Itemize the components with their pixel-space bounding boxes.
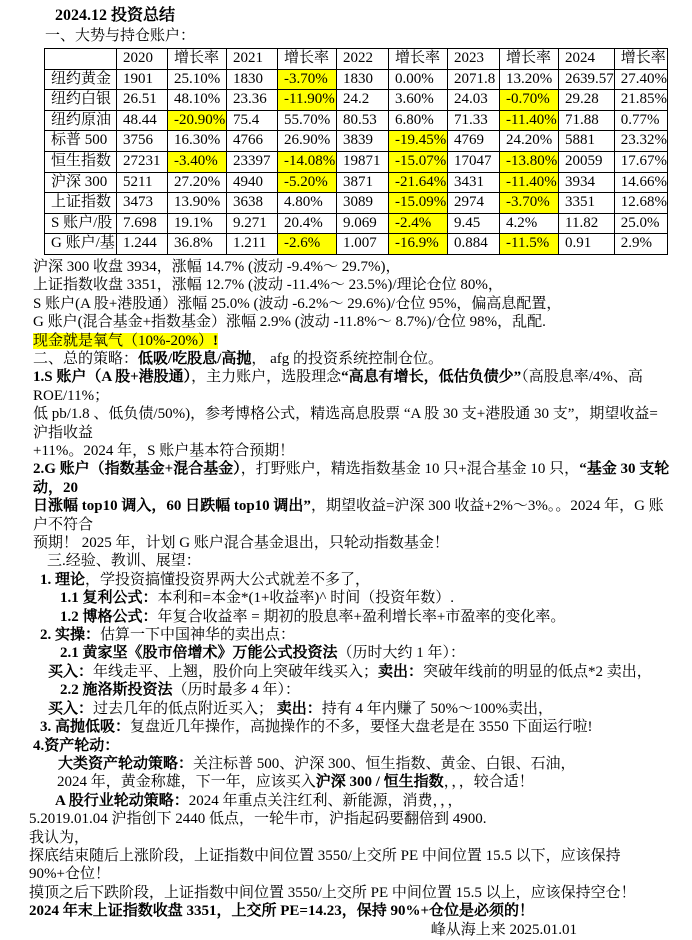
text-segment: ， afg 的投资系统控制仓位。 [251, 350, 444, 367]
text-segment: 预期！ 2025 年，计划 G 账户混合基金退出，只轮动指数基金！ [33, 535, 449, 552]
table-row [45, 213, 668, 234]
text-segment: 突破年线前的明显的低点*2 卖出， [423, 663, 652, 680]
text-line [33, 258, 672, 276]
text-line [40, 718, 672, 736]
table-cell: -3.70% [500, 193, 559, 214]
table-cell: 20.4% [278, 213, 337, 234]
table-row-label: 恒生指数 [45, 151, 117, 172]
table-cell: 17.67% [614, 151, 667, 172]
text-segment: 买入： [48, 700, 94, 717]
table-row [45, 234, 668, 255]
text-line [33, 276, 672, 294]
table-row [45, 90, 668, 111]
table-cell: 36.8% [168, 234, 227, 255]
table-cell: 3351 [559, 193, 615, 214]
table-cell: 5211 [117, 172, 168, 193]
text-segment: 本利和=本金*(1+收益率)^ 时间（投资年数）. [157, 590, 454, 607]
text-line [33, 313, 672, 331]
text-segment: 买入： [48, 663, 94, 680]
text-line [33, 460, 672, 497]
text-segment: 现金就是氧气（10%-20%） [33, 332, 213, 349]
text-segment: 复盘近几年操作，高抛操作的不多，要怪大盘老是在 3550 下面运行啦! [130, 719, 593, 736]
table-header-cell: 2023 [448, 49, 500, 70]
text-segment: G 账户(混合基金+指数基金）涨幅 2.9% (波动 -11.8%～ 8.7%)/仓位 98%，乱配. [33, 314, 546, 331]
table-cell: 11.82 [559, 213, 615, 234]
table-cell: 3.60% [389, 90, 448, 111]
text-line [29, 810, 672, 828]
table-cell: 55.70% [278, 110, 337, 131]
text-segment: 上证指数收盘 3351，涨幅 12.7% (波动 -11.4%～ 23.5%)/理论仓位 80%， [33, 277, 503, 294]
table-cell: -20.90% [168, 110, 227, 131]
table-cell: 9.271 [227, 213, 278, 234]
text-line [29, 902, 672, 920]
text-line [47, 552, 672, 570]
text-segment: 日涨幅 top10 调入，60 日跌幅 top10 调出” [33, 498, 311, 515]
text-segment: 年复合收益率 = 期初的股息率+盈利增长率+市盈率的变化率。 [157, 608, 566, 625]
text-segment: 5.2019.01.04 沪指创下 2440 低点，一轮牛市，沪指起码要翻倍到 4900. [29, 811, 487, 828]
text-segment: （历时最多 4 年）： [172, 682, 301, 699]
text-segment: （历时大约 1 年）： [337, 645, 466, 662]
table-row-label: 纽约白银 [45, 90, 117, 111]
table-row-label: 沪深 300 [45, 172, 117, 193]
table-cell: 24.20% [500, 131, 559, 152]
table-cell: 27.20% [168, 172, 227, 193]
table-cell: 1901 [117, 69, 168, 90]
table-cell: 12.68% [614, 193, 667, 214]
table-cell: 0.00% [389, 69, 448, 90]
table-header-cell [45, 49, 117, 70]
text-segment: 2.1 黄家坚《股市倍增术》万能公式投资法 [60, 645, 338, 662]
table-cell: -19.45% [389, 131, 448, 152]
table-cell: 48.44 [117, 110, 168, 131]
table-header-cell: 2024 [559, 49, 615, 70]
table-cell: 26.90% [278, 131, 337, 152]
table-row [45, 69, 668, 90]
text-line [60, 589, 672, 607]
signature: 峰从海上来 2025.01.01 [430, 921, 577, 938]
table-cell: 80.53 [337, 110, 389, 131]
text-line [60, 681, 672, 699]
text-segment: 4.资产轮动： [33, 737, 120, 754]
table-cell: 14.66% [614, 172, 667, 193]
table-cell: 3756 [117, 131, 168, 152]
table-cell: -5.20% [278, 172, 337, 193]
table-cell: 48.10% [168, 90, 227, 111]
table-row [45, 131, 668, 152]
table-cell: 0.77% [614, 110, 667, 131]
table-cell: -0.70% [500, 90, 559, 111]
table-cell: 4.80% [278, 193, 337, 214]
table-cell: 1.211 [227, 234, 278, 255]
text-segment: “基金 30 支轮动，20 [33, 461, 670, 496]
table-header-row [45, 49, 668, 70]
table-row-label: 纽约黄金 [45, 69, 117, 90]
text-line [33, 332, 672, 350]
text-segment: +11%。2024 年，S 账户基本符合预期！ [33, 443, 295, 459]
text-segment: 卖出： [276, 700, 322, 717]
doc-title: 2024.12 投资总结 [55, 7, 176, 24]
table-cell: 3934 [559, 172, 615, 193]
table-row [45, 193, 668, 214]
table-header-cell: 增长率 [168, 49, 227, 70]
table-cell: 9.069 [337, 213, 389, 234]
table-cell: 2071.8 [448, 69, 500, 90]
table-cell: 0.91 [559, 234, 615, 255]
text-line [60, 608, 672, 626]
table-cell: 1830 [227, 69, 278, 90]
text-segment: 1.2 博格公式： [60, 608, 158, 625]
text-segment: 二、总的策略： [33, 350, 139, 367]
table-cell: 6.80% [389, 110, 448, 131]
text-line [40, 626, 672, 644]
table-cell: 3638 [227, 193, 278, 214]
text-segment: 卖出： [378, 663, 424, 680]
section-heading-accounts: 一、大势与持仓账户： [45, 28, 196, 44]
text-line [33, 295, 672, 313]
text-line [58, 755, 672, 773]
table-cell: 4.2% [500, 213, 559, 234]
table-header-cell: 增长率 [500, 49, 559, 70]
table-cell: 2639.57 [559, 69, 615, 90]
table-cell: 1.007 [337, 234, 389, 255]
text-segment: 2.2 施洛斯投资法 [60, 682, 173, 699]
table-cell: 5881 [559, 131, 615, 152]
table-cell: 27.40% [614, 69, 667, 90]
text-segment: 三.经验、教训、展望： [47, 553, 201, 570]
table-cell: 3431 [448, 172, 500, 193]
table-cell: -3.70% [278, 69, 337, 90]
table-cell: 29.28 [559, 90, 615, 111]
table-cell: -15.09% [389, 193, 448, 214]
text-segment: 年线走平、上翘，股价向上突破年线买入； [93, 663, 379, 680]
table-cell: -14.08% [278, 151, 337, 172]
text-line [33, 497, 672, 534]
text-line [33, 737, 672, 755]
table-row-label: 上证指数 [45, 193, 117, 214]
table-cell: 25.10% [168, 69, 227, 90]
table-cell: 26.51 [117, 90, 168, 111]
text-line [33, 350, 672, 368]
text-segment: 2.G 账户（指数基金+混合基金） [33, 461, 241, 478]
table-cell: 23397 [227, 151, 278, 172]
text-line [29, 829, 672, 847]
table-header-cell: 2022 [337, 49, 389, 70]
table-cell: -11.40% [500, 172, 559, 193]
text-segment: 过去几年的低点附近买入； [93, 700, 277, 717]
text-segment: ，期望收益=沪深 300 收益+2%～3%。。2024 年，G 账户不符合 [33, 498, 664, 533]
table-cell: 20059 [559, 151, 615, 172]
table-cell: -11.5% [500, 234, 559, 255]
table-cell: 13.90% [168, 193, 227, 214]
text-line [48, 663, 672, 681]
table-cell: 13.20% [500, 69, 559, 90]
text-segment: 2. 实操： [40, 627, 101, 644]
text-segment: 2024 年重点关注红利、新能源，消费，，， [188, 792, 463, 809]
text-line [29, 884, 672, 902]
table-cell: 21.85% [614, 90, 667, 111]
table-cell: 4766 [227, 131, 278, 152]
table-cell: -21.64% [389, 172, 448, 193]
table-header-cell: 2021 [227, 49, 278, 70]
table-row [45, 110, 668, 131]
text-line [60, 644, 672, 662]
text-segment: 沪深 300 / 恒生指数 [315, 774, 444, 791]
body-text [29, 258, 672, 921]
text-segment: S 账户(A 股+港股通）涨幅 25.0% (波动 -6.2%～ 29.6%)/仓位 95%，偏高息配置， [33, 295, 562, 312]
table-cell: 3089 [337, 193, 389, 214]
text-segment: 关注标普 500、沪深 300、恒生指数、黄金、白银、石油， [193, 755, 576, 772]
table-header-cell: 2020 [117, 49, 168, 70]
table-cell: 1830 [337, 69, 389, 90]
text-segment: 低 pb/1.8 、低负债/50%)，参考博格公式，精选高息股票 “A 股 30 支+港股通 30 支”，期望收益=沪指收益 [33, 406, 658, 441]
table-cell: 16.30% [168, 131, 227, 152]
table-cell: 3871 [337, 172, 389, 193]
text-segment: 2024 年末上证指数收盘 3351，上交所 PE=14.23，保持 90%+仓位是必须的！ [29, 903, 535, 920]
table-cell: 19871 [337, 151, 389, 172]
table-cell: 7.698 [117, 213, 168, 234]
table-cell: 3839 [337, 131, 389, 152]
text-segment: ! [213, 332, 218, 349]
table-cell: -2.4% [389, 213, 448, 234]
table-row [45, 172, 668, 193]
table-header-cell: 增长率 [278, 49, 337, 70]
text-segment: 2024 年，黄金称雄，下一年，应该买入 [57, 774, 316, 791]
table-cell: 4769 [448, 131, 500, 152]
table-row-label: 纽约原油 [45, 110, 117, 131]
table-cell: 25.0% [614, 213, 667, 234]
text-segment: 1.S 账户（A 股+港股通） [33, 369, 192, 386]
accounts-table [44, 48, 668, 255]
text-line [33, 442, 672, 460]
text-segment: 3. 高抛低吸： [40, 719, 131, 736]
table-cell: 24.03 [448, 90, 500, 111]
text-segment: 我认为， [29, 829, 90, 846]
table-cell: 17047 [448, 151, 500, 172]
table-row-label: G 账户/基 [45, 234, 117, 255]
text-line [29, 847, 672, 884]
table-cell: -11.90% [278, 90, 337, 111]
text-segment: ，主力账户，选股理念 [191, 369, 342, 386]
text-segment: 摸顶之后下跌阶段，上证指数中间位置 3550/上交所 PE 中间位置 15.5 以上，应该保持空仓！ [29, 884, 636, 901]
text-segment: 大类资产轮动策略： [58, 755, 194, 772]
text-line [55, 792, 672, 810]
text-segment: “高息有增长，低估负债少” [341, 369, 522, 386]
table-cell: 23.36 [227, 90, 278, 111]
text-segment: 估算一下中国神华的卖出点： [100, 627, 296, 644]
text-segment: A 股行业轮动策略： [55, 792, 189, 809]
table-cell: -11.40% [500, 110, 559, 131]
table-cell: 4940 [227, 172, 278, 193]
text-segment: 1. 理论 [40, 571, 86, 588]
text-segment: 低吸/吃股息/高抛 [138, 350, 252, 367]
table-cell: 2.9% [614, 234, 667, 255]
table-cell: 24.2 [337, 90, 389, 111]
table-cell: -2.6% [278, 234, 337, 255]
text-line [33, 368, 672, 405]
table-cell: 0.884 [448, 234, 500, 255]
text-segment: ，学投资搞懂投资界两大公式就差不多了， [85, 571, 371, 588]
table-cell: 2974 [448, 193, 500, 214]
table-cell: 19.1% [168, 213, 227, 234]
table-cell: -16.9% [389, 234, 448, 255]
table-cell: 3473 [117, 193, 168, 214]
text-segment: 持有 4 年内赚了 50%～100%卖出， [321, 700, 554, 717]
table-row [45, 151, 668, 172]
table-header-cell: 增长率 [389, 49, 448, 70]
table-row-label: 标普 500 [45, 131, 117, 152]
table-cell: 23.32% [614, 131, 667, 152]
text-segment: 探底结束随后上涨阶段，上证指数中间位置 3550/上交所 PE 中间位置 15.5 以下，应该保持 90%+仓位！ [29, 847, 625, 883]
text-line [33, 405, 672, 442]
table-cell: -13.80% [500, 151, 559, 172]
table-row-label: S 账户/股 [45, 213, 117, 234]
text-segment: （高股息率/4%、高 ROE/11%； [33, 369, 647, 404]
text-segment: 沪深 300 收盘 3934，涨幅 14.7% (波动 -9.4%～ 29.7%)， [33, 258, 401, 275]
text-line [40, 571, 672, 589]
table-cell: 27231 [117, 151, 168, 172]
text-segment: 1.1 复利公式： [60, 590, 158, 607]
table-cell: -3.40% [168, 151, 227, 172]
table-header-cell: 增长率 [614, 49, 667, 70]
text-line [33, 534, 672, 552]
text-segment: ，打野账户，精选指数基金 10 只+混合基金 10 只， [240, 461, 580, 478]
text-segment: ，，，较合适！ [443, 774, 534, 791]
text-line [48, 700, 672, 718]
table-cell: 1.244 [117, 234, 168, 255]
text-line [57, 773, 672, 791]
table-cell: 75.4 [227, 110, 278, 131]
table-cell: 9.45 [448, 213, 500, 234]
table-cell: -15.07% [389, 151, 448, 172]
table-cell: 71.88 [559, 110, 615, 131]
table-cell: 71.33 [448, 110, 500, 131]
